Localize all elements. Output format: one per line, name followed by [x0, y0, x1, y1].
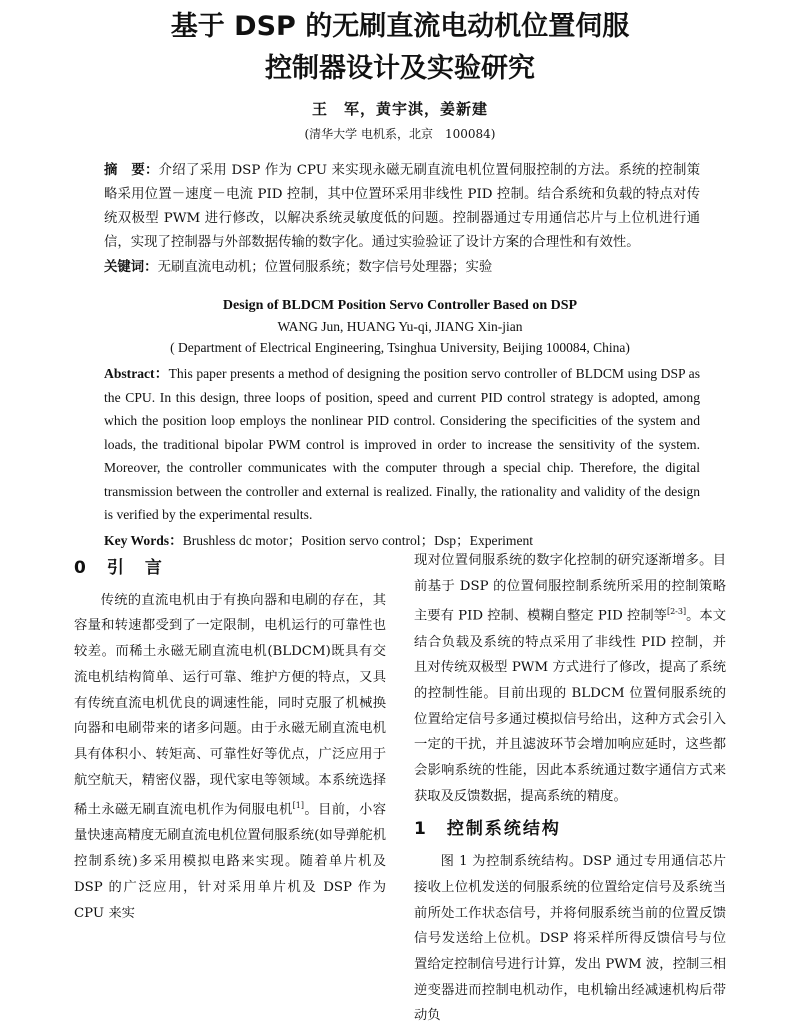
citation-2-3: [2-3]: [666, 607, 687, 617]
keywords-en-text: Brushless dc motor；Position servo control；Dsp；Experiment: [182, 532, 534, 548]
abstract-en-label: Abstract：: [104, 366, 169, 381]
keywords-cn-text: 无刷直流电动机；位置伺服系统；数字信号处理器；实验: [157, 260, 493, 275]
affiliation: (清华大学 电机系，北京 100084): [304, 127, 496, 141]
section-1-paragraph: 图 1 为控制系统结构。DSP 通过专用通信芯片接收上位机发送的伺服系统的位置给定信号及系统当前所处工作状态信号，并将伺服系统当前的位置反馈信号发送给上位机。DSP 将采样所得反馈信号与位置给定控制信号进行计算，发出 PWM 波，控制三相逆变器进而控制电机动作，电机输出经减速机构后带动负: [414, 854, 726, 1024]
keywords-en: [104, 529, 700, 549]
abstract-cn-label: 摘 要：: [104, 162, 159, 178]
section-1-heading: 1 控制系统结构: [414, 819, 561, 840]
abstract-en-text: This paper presents a method of designing the position servo controller of BLDCM using DSP as the CPU. In this design, three loops of position, speed and current PID control strategy is adopted, among which the position loop employs the nonlinear PID control. Considering the specificities of the system and loads, the traditional bipolar PWM control is improved in order to increase the sensitivity of the system. Moreover, the controller communicates with the computer through a special chip. Therefore, the digital transmission between the controller and external is realized. Finally, the rationality and validity of the design is verified by the experimental results.: [104, 366, 700, 522]
section-0-cont-text-b: 。本文结合负载及系统的特点采用了非线性 PID 控制，并且对传统双极型 PWM 方式进行了修改，提高了系统的控制性能。目前出现的 BLDCM 位置伺服系统的位置给定信号多通过模拟信号给出，这种方式会引入一定的干扰，并且滤波环节会增加响应延时，这些都会影响系统的性能，因此本系统通过数字通信方式来获取及反馈数据，提高系统的精度。: [414, 608, 726, 804]
english-title: Design of BLDCM Position Servo Controller Based on DSP: [222, 298, 578, 313]
title-line-1: 基于 DSP 的无刷直流电动机位置伺服: [170, 11, 630, 42]
left-column: [74, 548, 386, 926]
english-authors: WANG Jun, HUANG Yu-qi, JIANG Xin-jian: [277, 319, 523, 334]
section-0-heading: 0 引 言: [74, 558, 164, 578]
english-affiliation: ( Department of Electrical Engineering, Tsinghua University, Beijing 100084, China): [170, 340, 630, 355]
keywords-cn-label: 关键词：: [104, 259, 158, 275]
section-0-cont-text-a: 现对位置伺服系统的数字化控制的研究逐渐增多。目前基于 DSP 的位置伺服控制系统所采用的控制策略主要有 PID 控制、模糊自整定 PID 控制等: [414, 553, 726, 624]
citation-1: [1]: [292, 801, 305, 811]
paper-title: [0, 6, 800, 90]
section-0-continuation: [414, 548, 726, 809]
abstract-cn: [104, 158, 700, 280]
keywords-en-label: Key Words：: [104, 532, 183, 548]
section-0-paragraph: [74, 588, 386, 927]
authors: 王 军，黄宇淇，姜新建: [311, 100, 488, 118]
section-0-text-b: 。目前，小容量快速高精度无刷直流电机位置伺服系统(如导弹舵机控制系统)多采用模拟电路来实现。随着单片机及 DSP 的广泛应用，针对采用单片机及 DSP 作为 CPU 来实: [74, 802, 387, 921]
abstract-cn-text: 介绍了采用 DSP 作为 CPU 来实现永磁无刷直流电机位置伺服控制的方法。系统的控制策略采用位置－速度－电流 PID 控制，其中位置环采用非线性 PID 控制。结合系统和负载的特点对传统双极型 PWM 进行修改，以解决系统灵敏度低的问题。控制器通过专用通信芯片与上位机进行通信，实现了控制器与外部数据传输的数字化。通过实验验证了设计方案的合理性和有效性。: [104, 163, 701, 250]
section-0-text-a: 传统的直流电机由于有换向器和电刷的存在，其容量和转速都受到了一定限制，电机运行的可靠性也较差。而稀土永磁无刷直流电机(BLDCM)既具有交流电机结构简单、运行可靠、维护方便的特点，又具有传统直流电机优良的调速性能，同时克服了机械换向器和电刷带来的诸多问题。由于永磁无刷直流电机具有体积小、转矩高、可靠性好等优点，广泛应用于航空航天，精密仪器，现代家电等领域。本系统选择稀土永磁无刷直流电机作为伺服电机: [74, 592, 386, 818]
keywords-cn: [104, 255, 700, 280]
body-columns: [74, 548, 734, 1024]
right-column: [414, 548, 726, 1029]
abstract-en: [104, 362, 700, 527]
title-line-2: 控制器设计及实验研究: [265, 53, 535, 84]
